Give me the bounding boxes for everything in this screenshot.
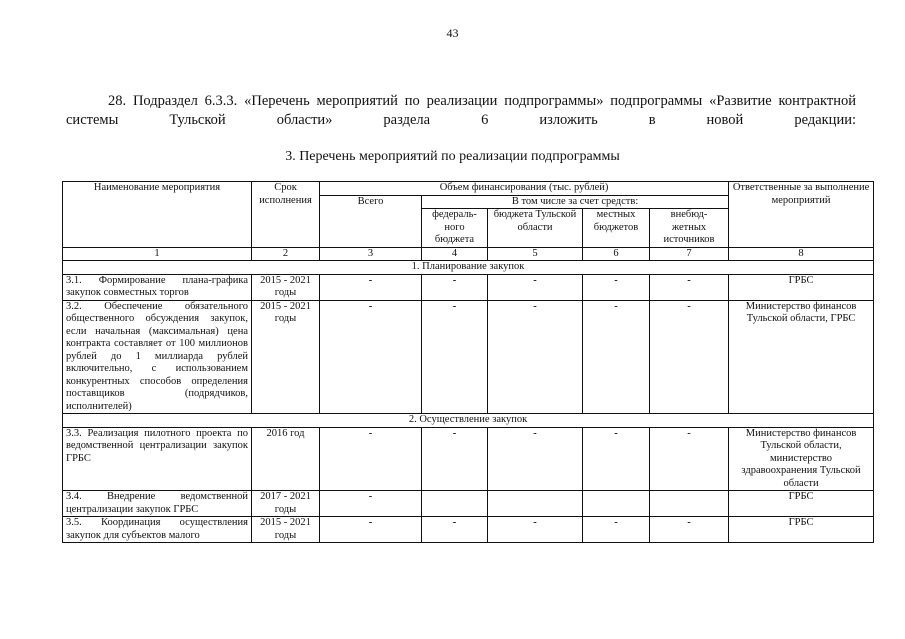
measure-term: 2016 год — [252, 427, 320, 491]
col-number: 2 — [252, 247, 320, 261]
col-number: 4 — [422, 247, 488, 261]
table-row — [63, 274, 874, 300]
measures-table — [62, 181, 874, 543]
value-regional: - — [488, 517, 583, 543]
table-row — [63, 300, 874, 414]
measure-responsible: ГРБС — [729, 491, 874, 517]
value-local: - — [583, 427, 650, 491]
table-row — [63, 491, 874, 517]
value-federal: - — [422, 300, 488, 414]
col-header-local: местных бюджетов — [583, 209, 650, 248]
value-extrabudget: - — [650, 427, 729, 491]
value-total: - — [320, 517, 422, 543]
measure-name: 3.2. Обеспечение обязательного общественного обсуждения закупок, если начальная (максимальная) цена контракта составляет от 100 миллионов рублей до 1 миллиарда рублей включительно, с использованием конкурентных способов определения поставщиков (подрядчиков, исполнителей) — [63, 300, 252, 414]
table-row — [63, 517, 874, 543]
col-header-total: Всего — [320, 195, 422, 247]
value-extrabudget: - — [650, 300, 729, 414]
table-row — [63, 427, 874, 491]
value-extrabudget — [650, 491, 729, 517]
value-extrabudget: - — [650, 274, 729, 300]
col-number: 3 — [320, 247, 422, 261]
measure-responsible: ГРБС — [729, 517, 874, 543]
section-title: 2. Осуществление закупок — [63, 414, 874, 428]
col-number: 7 — [650, 247, 729, 261]
value-total: - — [320, 300, 422, 414]
value-federal: - — [422, 427, 488, 491]
measure-responsible: Министерство финансов Тульской области, министерство здравоохранения Тульской области — [729, 427, 874, 491]
col-number: 6 — [583, 247, 650, 261]
measure-name: 3.3. Реализация пилотного проекта по ведомственной централизации закупок ГРБС — [63, 427, 252, 491]
value-regional — [488, 491, 583, 517]
measure-name: 3.4. Внедрение ведомственной централизации закупок ГРБС — [63, 491, 252, 517]
column-number-row — [63, 247, 874, 261]
value-total: - — [320, 427, 422, 491]
col-header-federal: федераль- ного бюджета — [422, 209, 488, 248]
col-header-name: Наименование мероприятия — [63, 182, 252, 248]
value-extrabudget: - — [650, 517, 729, 543]
value-regional: - — [488, 274, 583, 300]
value-regional: - — [488, 427, 583, 491]
col-number: 8 — [729, 247, 874, 261]
intro-paragraph: 28. Подраздел 6.3.3. «Перечень мероприятий по реализации подпрограммы» подпрограммы «Развитие контрактной системы Тульской области» раздела 6 изложить в новой редакции: — [66, 93, 856, 128]
measure-term: 2015 - 2021 годы — [252, 274, 320, 300]
measure-term: 2015 - 2021 годы — [252, 300, 320, 414]
value-regional: - — [488, 300, 583, 414]
value-local: - — [583, 274, 650, 300]
measure-name: 3.5. Координация осуществления закупок для субъектов малого — [63, 517, 252, 543]
col-header-extrabudget: внебюд- жетных источников — [650, 209, 729, 248]
value-local — [583, 491, 650, 517]
value-total: - — [320, 491, 422, 517]
table-heading: 3. Перечень мероприятий по реализации подпрограммы — [285, 149, 620, 164]
value-local: - — [583, 517, 650, 543]
value-local: - — [583, 300, 650, 414]
col-header-including: В том числе за счет средств: — [422, 195, 729, 209]
measure-responsible: Министерство финансов Тульской области, ГРБС — [729, 300, 874, 414]
section-title: 1. Планирование закупок — [63, 261, 874, 275]
col-header-funding: Объем финансирования (тыс. рублей) — [320, 182, 729, 196]
value-federal — [422, 491, 488, 517]
page-number: 43 — [446, 26, 459, 40]
measure-term: 2015 - 2021 годы — [252, 517, 320, 543]
col-number: 5 — [488, 247, 583, 261]
col-header-term: Срок исполнения — [252, 182, 320, 248]
col-header-responsible: Ответственные за выполнение мероприятий — [729, 182, 874, 248]
value-federal: - — [422, 517, 488, 543]
measure-name: 3.1. Формирование плана-графика закупок совместных торгов — [63, 274, 252, 300]
measure-responsible: ГРБС — [729, 274, 874, 300]
measure-term: 2017 - 2021 годы — [252, 491, 320, 517]
col-header-regional: бюджета Тульской области — [488, 209, 583, 248]
value-total: - — [320, 274, 422, 300]
value-federal: - — [422, 274, 488, 300]
col-number: 1 — [63, 247, 252, 261]
